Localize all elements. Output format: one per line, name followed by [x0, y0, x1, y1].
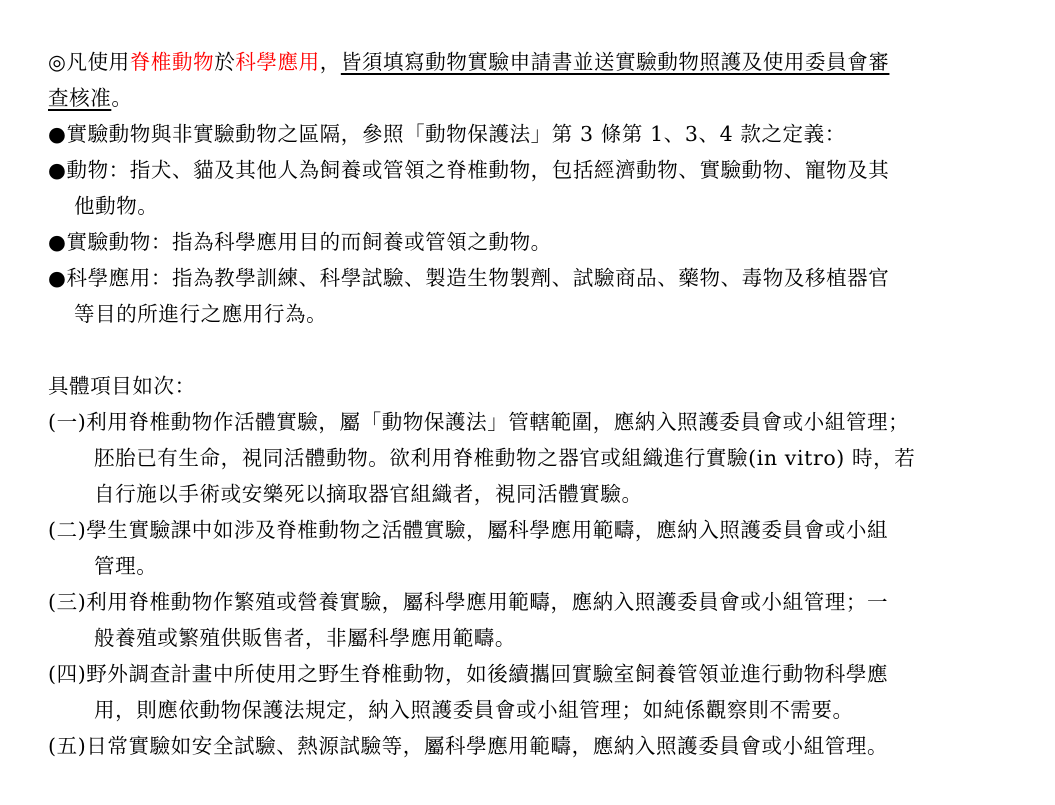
notice-text: ◎凡使用 — [48, 50, 130, 74]
item-1-line-2: 胚胎已有生命，視同活體動物。欲利用脊椎動物之器官或組織進行實驗(in vitro) 時，若 — [94, 446, 916, 470]
notice-text: ， — [319, 50, 341, 74]
item-4-line-2: 用，則應依動物保護法規定，納入照護委員會或小組管理；如純係觀察則不需要。 — [94, 698, 854, 722]
bullet-lab-animal-definition: ●實驗動物：指為科學應用目的而飼養或管領之動物。 — [48, 230, 552, 254]
notice-line-1 — [48, 44, 1013, 80]
highlight-scientific-use: 科學應用 — [235, 50, 320, 74]
item-1-line-3: 自行施以手術或安樂死以摘取器官組織者，視同活體實驗。 — [94, 482, 643, 506]
underlined-requirement: 皆須填寫動物實驗申請書並送實驗動物照護及使用委員會審 — [340, 50, 890, 74]
notice-line-2 — [48, 80, 1013, 116]
item-5-line-1: (五)日常實驗如安全試驗、熱源試驗等，屬科學應用範疇，應納入照護委員會或小組管理。 — [48, 734, 889, 758]
bullet-animal-definition: ●動物：指犬、貓及其他人為飼養或管領之脊椎動物，包括經濟動物、實驗動物、寵物及其 — [48, 158, 890, 182]
underlined-requirement: 查核准 — [48, 86, 112, 110]
item-1-line-1: (一)利用脊椎動物作活體實驗，屬「動物保護法」管轄範圍，應納入照護委員會或小組管理； — [48, 410, 910, 434]
document-body — [48, 44, 1013, 764]
highlight-vertebrates: 脊椎動物 — [129, 50, 215, 74]
items-heading: 具體項目如次： — [48, 374, 196, 398]
bullet-scientific-use-definition: ●科學應用：指為教學訓練、科學試驗、製造生物製劑、試驗商品、藥物、毒物及移植器官 — [48, 266, 890, 290]
item-3-line-1: (三)利用脊椎動物作繁殖或營養實驗，屬科學應用範疇，應納入照護委員會或小組管理；一 — [48, 590, 889, 614]
bullet-definitions-intro: ●實驗動物與非實驗動物之區隔，參照「動物保護法」第 3 條第 1、3、4 款之定義： — [48, 122, 846, 146]
item-2-line-1: (二)學生實驗課中如涉及脊椎動物之活體實驗，屬科學應用範疇，應納入照護委員會或小組 — [48, 518, 889, 542]
bullet-scientific-use-definition-cont: 等目的所進行之應用行為。 — [74, 302, 328, 326]
notice-text: 。 — [111, 86, 133, 110]
item-2-line-2: 管理。 — [94, 554, 158, 578]
item-3-line-2: 般養殖或繁殖供販售者，非屬科學應用範疇。 — [94, 626, 516, 650]
bullet-animal-definition-cont: 他動物。 — [74, 194, 159, 218]
notice-text: 於 — [214, 50, 236, 74]
item-4-line-1: (四)野外調查計畫中所使用之野生脊椎動物，如後續攜回實驗室飼養管領並進行動物科學應 — [48, 662, 889, 686]
